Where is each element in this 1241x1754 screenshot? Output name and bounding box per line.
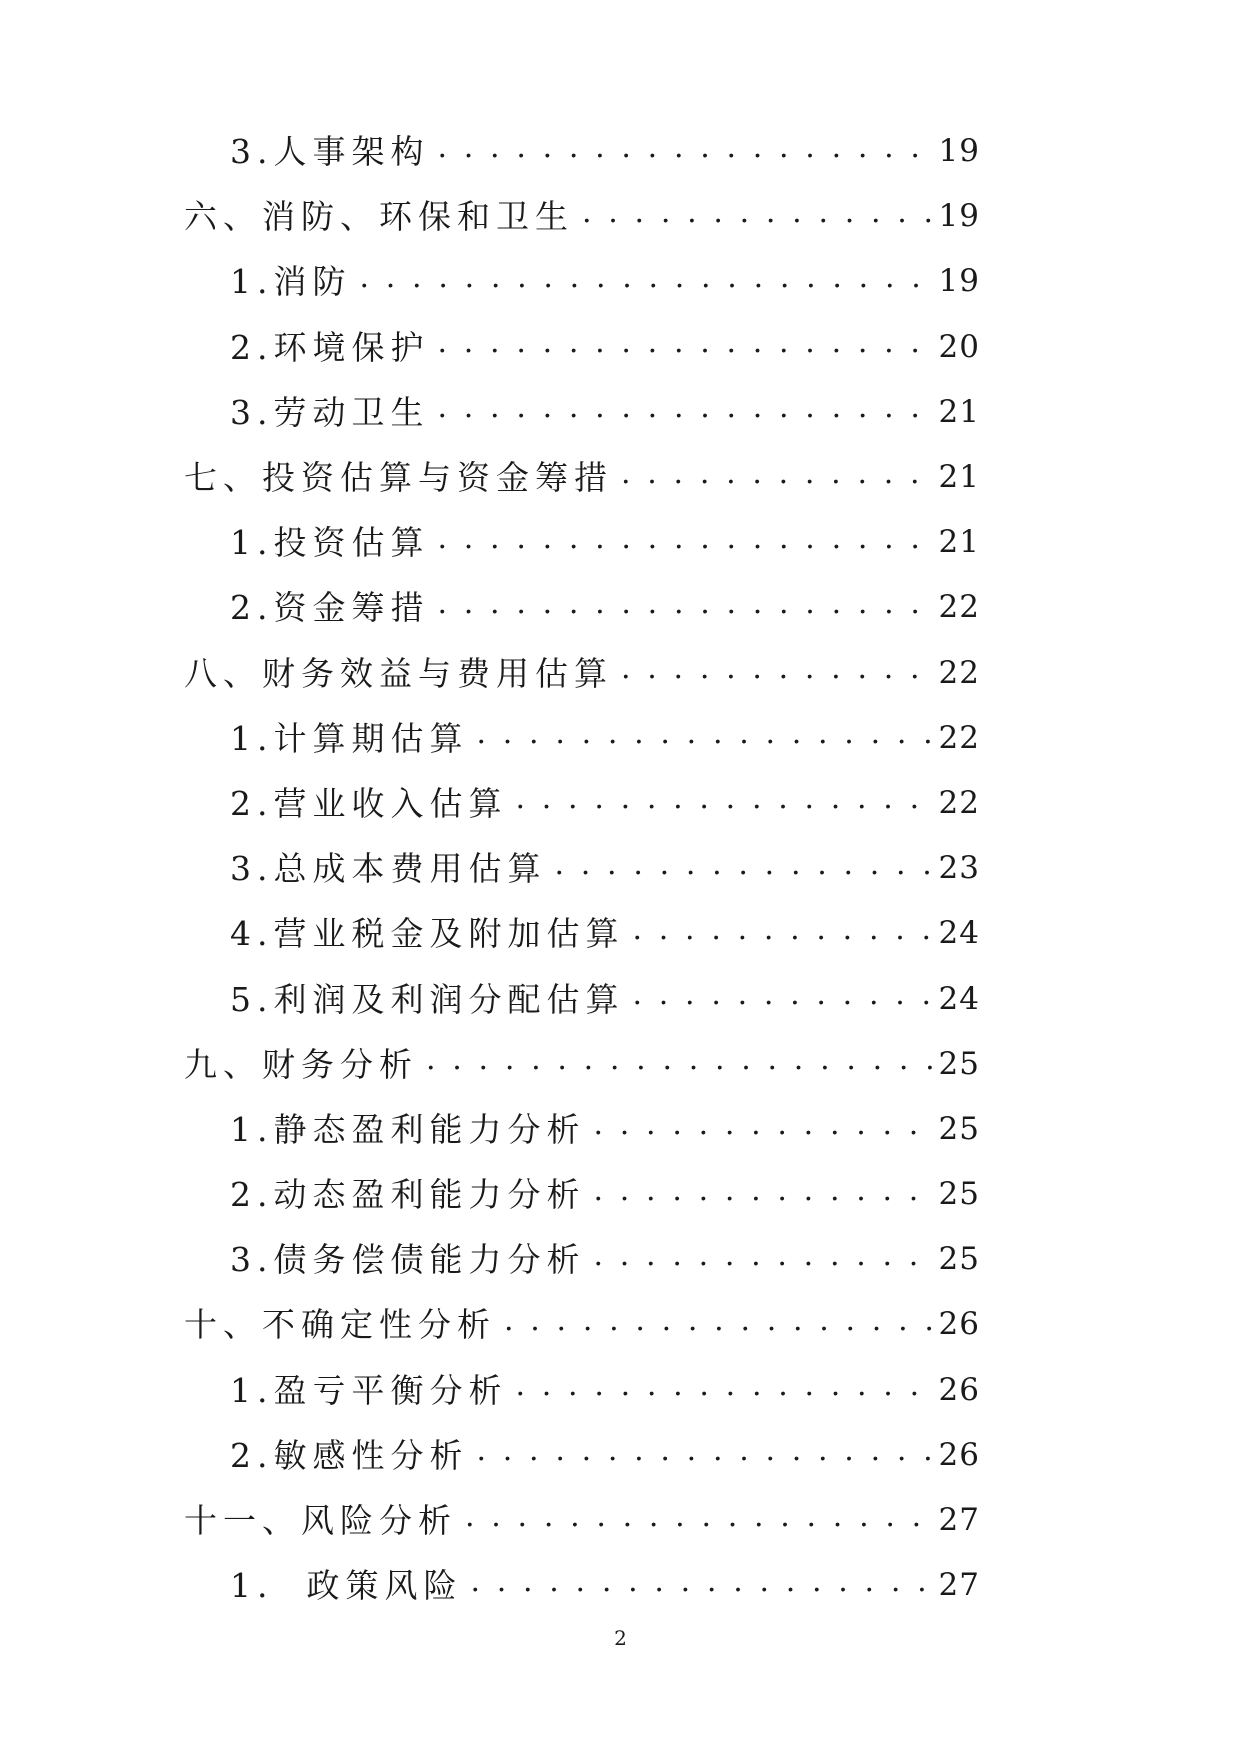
toc-entry[interactable] xyxy=(184,1488,980,1553)
toc-dot-leader xyxy=(426,1045,935,1075)
toc-entry[interactable] xyxy=(184,1358,980,1423)
toc-entry-page: 25 xyxy=(938,1045,980,1082)
toc-entry-label: 1.盈亏平衡分析 xyxy=(230,1370,508,1410)
toc-entry-label: 1.投资估算 xyxy=(230,523,430,563)
toc-entry[interactable] xyxy=(184,966,980,1031)
toc-entry-page: 27 xyxy=(938,1502,980,1539)
toc-entry[interactable] xyxy=(184,771,980,836)
toc-entry[interactable] xyxy=(184,380,980,445)
toc-dot-leader xyxy=(477,719,935,749)
toc-entry[interactable] xyxy=(184,706,980,771)
toc-entry-page: 27 xyxy=(938,1567,980,1604)
toc-entry-label: 十一、风险分析 xyxy=(184,1501,457,1541)
toc-entry[interactable] xyxy=(184,1292,980,1357)
toc-entry-page: 22 xyxy=(938,589,980,626)
toc-dot-leader xyxy=(516,1371,935,1401)
toc-entry[interactable] xyxy=(184,641,980,706)
toc-dot-leader xyxy=(555,850,935,880)
toc-entry[interactable] xyxy=(184,510,980,575)
toc-entry-label: 十、不确定性分析 xyxy=(184,1305,496,1345)
toc-entry-page: 19 xyxy=(938,198,980,235)
toc-entry-page: 22 xyxy=(938,784,980,821)
toc-entry[interactable] xyxy=(184,119,980,184)
toc-entry-page: 24 xyxy=(938,980,980,1017)
toc-entry[interactable] xyxy=(184,1227,980,1292)
toc-entry[interactable] xyxy=(184,249,980,314)
toc-entry-page: 19 xyxy=(938,263,980,300)
toc-entry-label: 七、投资估算与资金筹措 xyxy=(184,458,613,498)
toc-entry-page: 21 xyxy=(938,459,980,496)
toc-entry[interactable] xyxy=(184,1162,980,1227)
toc-entry-page: 19 xyxy=(938,133,980,170)
toc-dot-leader xyxy=(438,524,935,554)
toc-entry-label: 2.营业收入估算 xyxy=(230,783,508,823)
toc-entry-label: 1.静态盈利能力分析 xyxy=(230,1109,586,1149)
toc-entry-page: 25 xyxy=(938,1176,980,1213)
toc-entry[interactable] xyxy=(184,1032,980,1097)
toc-entry-label: 3.总成本费用估算 xyxy=(230,849,547,889)
toc-dot-leader xyxy=(621,654,935,684)
toc-dot-leader xyxy=(516,784,935,814)
toc-entry-page: 22 xyxy=(938,654,980,691)
toc-entry[interactable] xyxy=(184,315,980,380)
toc-entry-label: 2.敏感性分析 xyxy=(230,1435,469,1475)
toc-dot-leader xyxy=(594,1241,935,1271)
toc-entry[interactable] xyxy=(184,1553,980,1618)
toc-entry[interactable] xyxy=(184,901,980,966)
toc-dot-leader xyxy=(477,1436,935,1466)
toc-entry-label: 3.债务偿债能力分析 xyxy=(230,1240,586,1280)
toc-dot-leader xyxy=(633,915,935,945)
toc-entry-label: 1.消防 xyxy=(230,262,352,302)
toc-entry[interactable] xyxy=(184,836,980,901)
toc-entry-label: 八、财务效益与费用估算 xyxy=(184,653,613,693)
toc-entry-label: 5.利润及利润分配估算 xyxy=(230,979,625,1019)
toc-entry-page: 21 xyxy=(938,393,980,430)
toc-dot-leader xyxy=(633,980,935,1010)
toc-dot-leader xyxy=(594,1176,935,1206)
toc-entry-page: 26 xyxy=(938,1306,980,1343)
toc-entry-page: 25 xyxy=(938,1241,980,1278)
toc-dot-leader xyxy=(438,393,935,423)
page-number: 2 xyxy=(614,1626,627,1650)
toc-dot-leader xyxy=(360,263,935,293)
toc-entry[interactable] xyxy=(184,1423,980,1488)
toc-entry-label: 1. 政策风险 xyxy=(230,1566,463,1606)
toc-entry[interactable] xyxy=(184,445,980,510)
toc-entry-label: 3.劳动卫生 xyxy=(230,392,430,432)
toc-dot-leader xyxy=(594,1110,935,1140)
toc-entry-page: 24 xyxy=(938,915,980,952)
toc-entry-page: 23 xyxy=(938,850,980,887)
toc-entry-page: 25 xyxy=(938,1110,980,1147)
toc-dot-leader xyxy=(465,1502,935,1532)
toc-entry[interactable] xyxy=(184,1097,980,1162)
toc-entry-page: 21 xyxy=(938,524,980,561)
toc-entry-label: 2.资金筹措 xyxy=(230,588,430,628)
toc-entry-label: 六、消防、环保和卫生 xyxy=(184,197,574,237)
toc-entry-label: 4.营业税金及附加估算 xyxy=(230,914,625,954)
toc-entry-page: 22 xyxy=(938,719,980,756)
table-of-contents xyxy=(184,119,980,1618)
toc-dot-leader xyxy=(504,1306,935,1336)
toc-entry-label: 1.计算期估算 xyxy=(230,718,469,758)
toc-entry[interactable] xyxy=(184,575,980,640)
toc-dot-leader xyxy=(621,459,935,489)
toc-entry-label: 九、财务分析 xyxy=(184,1044,418,1084)
toc-entry-label: 2.动态盈利能力分析 xyxy=(230,1175,586,1215)
toc-dot-leader xyxy=(438,589,935,619)
toc-dot-leader xyxy=(438,328,935,358)
toc-entry-page: 26 xyxy=(938,1436,980,1473)
toc-dot-leader xyxy=(470,1567,934,1597)
toc-entry-label: 3.人事架构 xyxy=(230,132,430,172)
toc-entry-label: 2.环境保护 xyxy=(230,327,430,367)
toc-dot-leader xyxy=(582,198,935,228)
toc-dot-leader xyxy=(438,133,935,163)
toc-entry[interactable] xyxy=(184,184,980,249)
toc-entry-page: 26 xyxy=(938,1371,980,1408)
toc-entry-page: 20 xyxy=(938,328,980,365)
